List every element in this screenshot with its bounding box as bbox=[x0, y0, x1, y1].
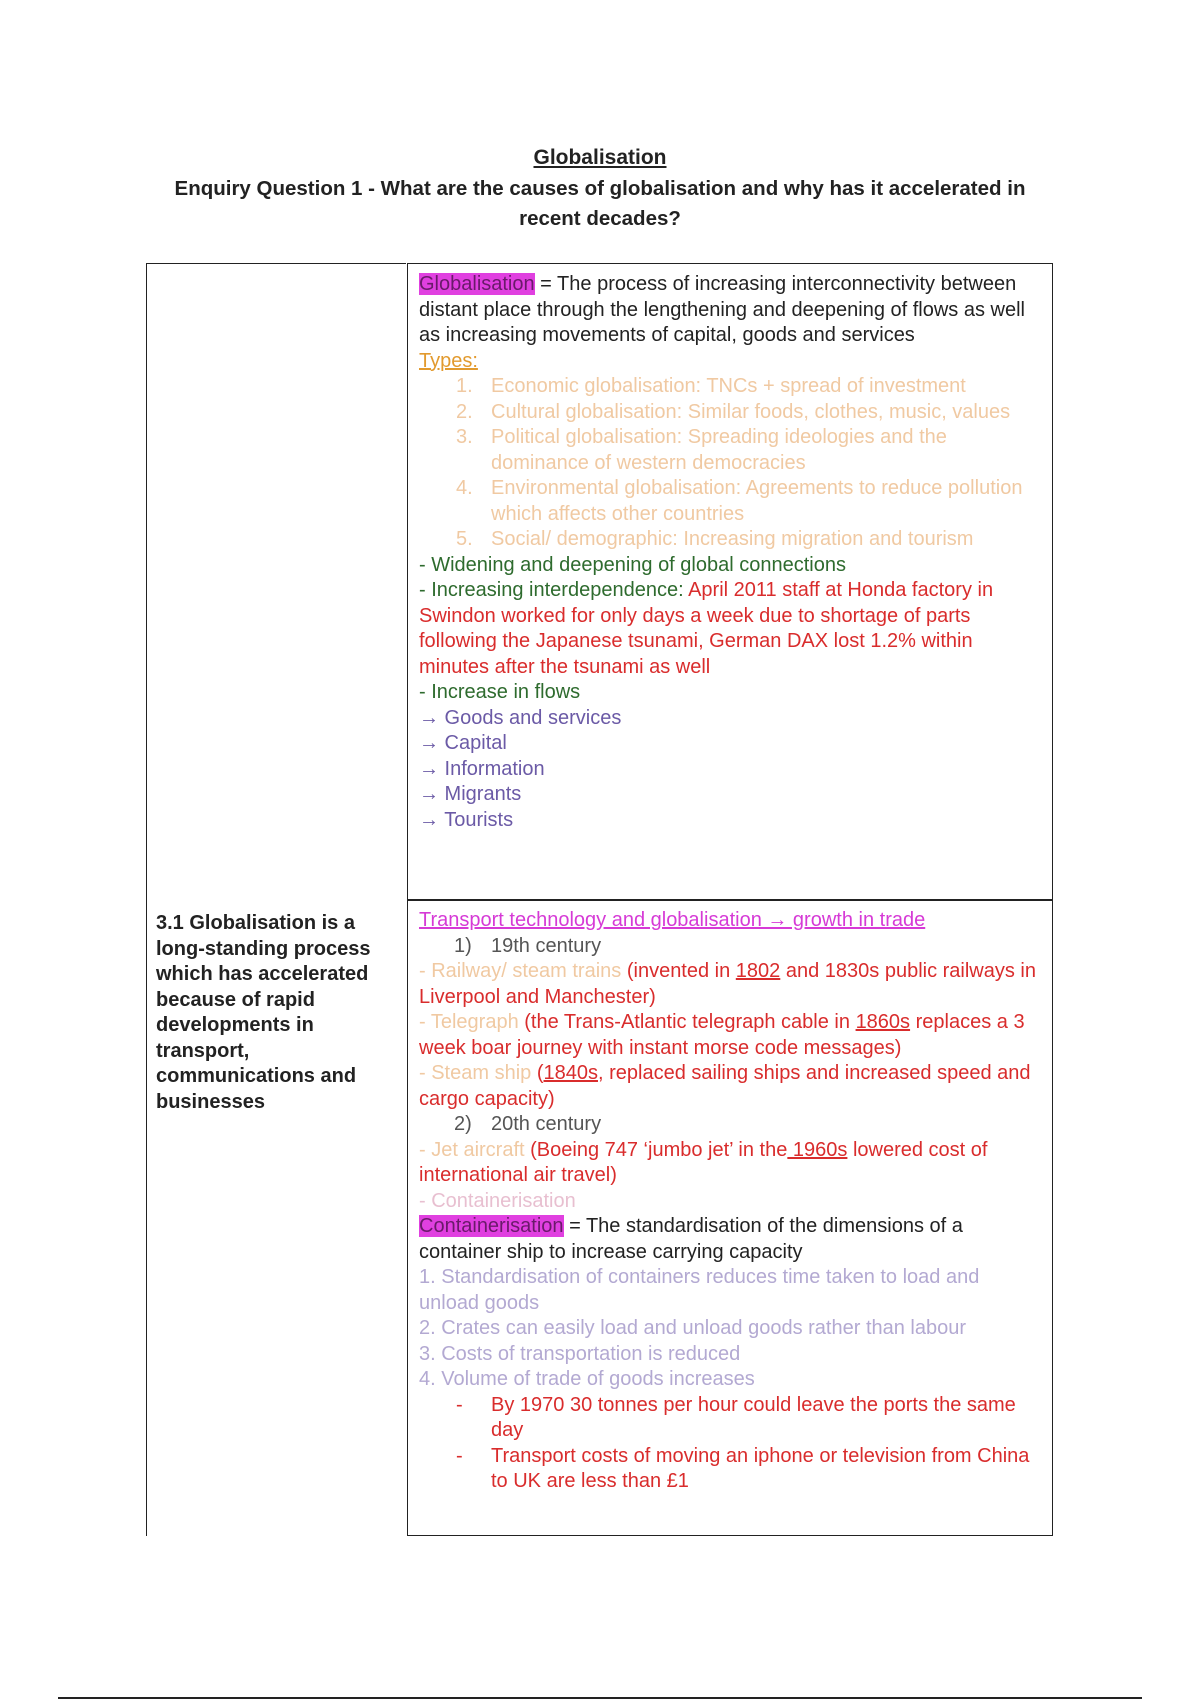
flow-item: → Capital bbox=[419, 732, 507, 754]
page-title: Globalisation bbox=[533, 146, 667, 169]
container-point: 3. Costs of transportation is reduced bbox=[419, 1342, 741, 1365]
globalisation-term: Globalisation bbox=[419, 273, 535, 295]
list-item: - Transport costs of moving an iphone or television from China to UK are less than £1 bbox=[456, 1444, 1030, 1492]
globalisation-definition bbox=[419, 272, 1042, 349]
list-item: 4. Environmental globalisation: Agreements to reduce pollution which affects other countries bbox=[456, 477, 1023, 525]
flow-item: → Tourists bbox=[419, 808, 514, 831]
list-item: 2) 20th century bbox=[454, 1113, 602, 1135]
steam-ship-line: - Steam ship (1840s, replaced sailing ships and increased speed and cargo capacity) bbox=[419, 1062, 1031, 1110]
notes-table bbox=[146, 263, 1053, 1536]
telegraph-line: - Telegraph (the Trans-Atlantic telegraph cable in 1860s replaces a 3 week boar journey with instant morse code messages) bbox=[419, 1011, 1025, 1059]
types-heading: Types: bbox=[419, 349, 478, 372]
globalisation-definition-text: = The process of increasing interconnectivity between distant place through the lengthening and deepening of flows as well as increasing movements of capital, goods and services bbox=[419, 273, 1025, 346]
container-facts bbox=[419, 1393, 1042, 1495]
interdependence-line: - Increasing interdependence: April 2011 staff at Honda factory in Swindon worked for only days a week due to shortage of parts following the Japanese tsunami, German DAX lost 1.2% within minutes after the tsunami as well bbox=[419, 579, 994, 678]
list-item: 5. Social/ demographic: Increasing migration and tourism bbox=[456, 528, 974, 550]
transport-heading: Transport technology and globalisation → growth in trade bbox=[419, 909, 926, 931]
jet-line: - Jet aircraft (Boeing 747 ‘jumbo jet’ in the 1960s lowered cost of international air travel) bbox=[419, 1138, 988, 1186]
container-point: 4. Volume of trade of goods increases bbox=[419, 1368, 755, 1390]
containerisation-term: Containerisation bbox=[419, 1215, 564, 1237]
widening-line: - Widening and deepening of global connections bbox=[419, 553, 846, 576]
types-list bbox=[419, 374, 1042, 553]
list-item: - By 1970 30 tonnes per hour could leave the ports the same day bbox=[456, 1393, 1016, 1441]
flow-item: → Information bbox=[419, 757, 545, 780]
enquiry-question: Enquiry Question 1 - What are the causes of globalisation and why has it accelerated in recent decades? bbox=[174, 177, 1026, 230]
transport-cell bbox=[407, 899, 1053, 1536]
page-footer-rule bbox=[58, 1697, 1142, 1699]
century-19 bbox=[419, 934, 1042, 960]
century-20 bbox=[419, 1112, 1042, 1138]
railway-line: - Railway/ steam trains (invented in 1802 and 1830s public railways in Liverpool and Manchester) bbox=[419, 960, 1036, 1008]
flow-item: → Goods and services bbox=[419, 706, 622, 729]
definition-cell bbox=[407, 263, 1053, 901]
container-point: 1. Standardisation of containers reduces time taken to load and unload goods bbox=[419, 1266, 980, 1314]
container-point: 2. Crates can easily load and unload goods rather than labour bbox=[419, 1317, 967, 1339]
row-label: 3.1 Globalisation is a long-standing process which has accelerated because of rapid developments in transport, communications and businesses bbox=[156, 912, 371, 1113]
flows-heading: - Increase in flows bbox=[419, 681, 581, 703]
containerisation-label: - Containerisation bbox=[419, 1189, 576, 1212]
containerisation-definition: Containerisation = The standardisation of the dimensions of a container ship to increase carrying capacity bbox=[419, 1215, 963, 1263]
list-item: 3. Political globalisation: Spreading ideologies and the dominance of western democracies bbox=[456, 426, 947, 474]
list-item: 1) 19th century bbox=[454, 934, 602, 957]
list-item: 1. Economic globalisation: TNCs + spread of investment bbox=[456, 375, 966, 397]
flow-item: → Migrants bbox=[419, 783, 522, 805]
left-column bbox=[146, 263, 406, 1536]
list-item: 2. Cultural globalisation: Similar foods, clothes, music, values bbox=[456, 400, 1011, 423]
